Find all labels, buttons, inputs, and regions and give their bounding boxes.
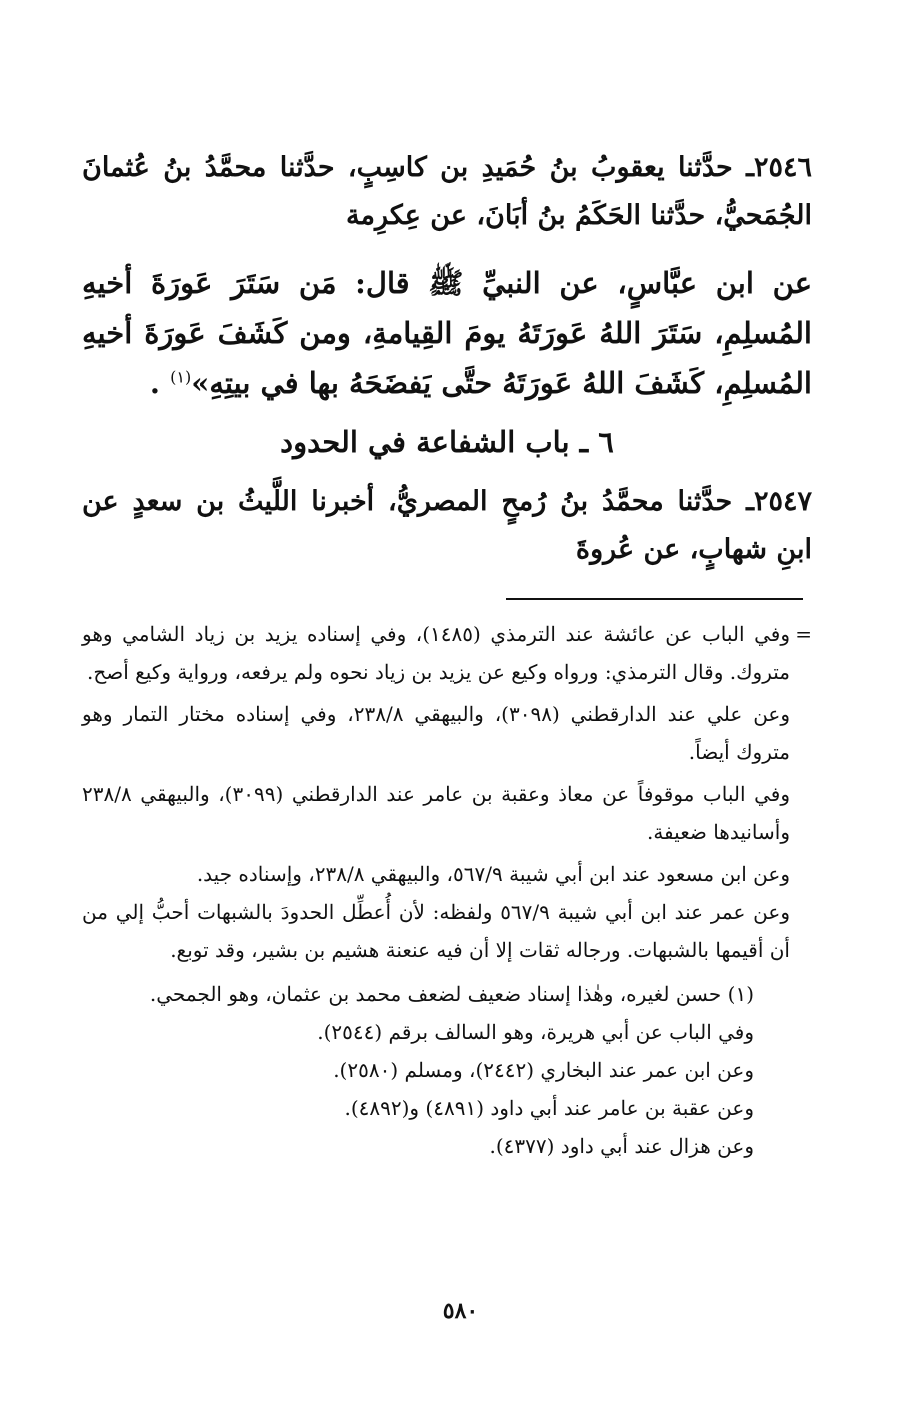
footnote-1-line-3: وعن ابن عمر عند البخاري (٢٤٤٢)، ومسلم (٢٥٨٠).: [333, 1058, 754, 1082]
footnote-reference: (١): [170, 367, 192, 387]
hadith-2547-line2: شهابٍ، عن عُروةَ: [575, 534, 768, 565]
hadith-2546-isnad: [82, 144, 812, 240]
footnotes: [82, 615, 812, 1165]
hadith-2546-end: .: [149, 366, 171, 400]
hadith-2546-matn-text: عن ابن عبَّاسٍ، عن النبيِّ ﷺ قال: مَن سَتَرَ عَورَةَ أخيهِ المُسلِمِ، سَتَرَ اللهُ عَورَتَهُ يومَ القِيامةِ، ومن كَشَفَ عَورَةَ أخيهِ المُسلِمِ، كَشَفَ اللهُ عَورَتَهُ حتَّى يَفضَحَهُ بها في بيتِهِ»: [82, 266, 812, 400]
hadith-2546-matn: [82, 258, 812, 408]
continuation-mark: =: [795, 622, 812, 646]
note-paragraph-3: وفي الباب موقوفاً عن معاذ وعقبة بن عامر عند الدارقطني (٣٠٩٩)، والبيهقي ٢٣٨/٨ وأسانيدها ضعيفة.: [82, 782, 790, 844]
note-paragraph-1: [82, 615, 812, 691]
note-paragraph-4: وعن ابن مسعود عند ابن أبي شيبة ٥٦٧/٩، والبيهقي ٢٣٨/٨، وإسناده جيد.: [196, 862, 790, 886]
footnote-separator: [506, 598, 803, 600]
footnote-1-line-4: وعن عقبة بن عامر عند أبي داود (٤٨٩١) و(٤٨٩٢).: [344, 1096, 754, 1120]
footnote-1-line-1: (١) حسن لغيره، وهٰذا إسناد ضعيف لضعف محمد بن عثمان، وهو الجمحي.: [149, 982, 754, 1006]
hadith-2546-line1: ٢٥٤٦ـ حدَّثنا يعقوبُ بنُ حُمَيدِ بن كاسِبٍ، حدَّثنا محمَّدُ بنُ عُثمانَ: [82, 152, 812, 183]
footnote-1: [82, 975, 812, 1165]
chapter-heading: ٦ ـ باب الشفاعة في الحدود: [280, 425, 614, 459]
note-paragraph-1-text: وفي الباب عن عائشة عند الترمذي (١٤٨٥)، وفي إسناده يزيد بن زياد الشامي وهو متروك. وقال الترمذي: ورواه وكيع عن يزيد بن زياد نحوه ولم يرفعه، ورواية وكيع أصح.: [82, 622, 791, 684]
hadith-2547-isnad: [82, 478, 812, 574]
hadith-2546-line2: الجُمَحيُّ، حدَّثنا الحَكَمُ بنُ أبَانَ، عن عِكرِمة: [346, 200, 812, 231]
main-text: [82, 144, 812, 574]
footnote-1-line-2: وفي الباب عن أبي هريرة، وهو السالف برقم (٢٥٤٤).: [317, 1020, 754, 1044]
page-number: ٥٨٠: [442, 1298, 479, 1324]
footnote-1-line-5: وعن هزال عند أبي داود (٤٣٧٧).: [489, 1134, 754, 1158]
note-paragraph-2: وعن علي عند الدارقطني (٣٠٩٨)، والبيهقي ٢٣٨/٨، وفي إسناده مختار التمار وهو متروك أيضاً.: [82, 702, 791, 764]
hadith-2547-line1: ٢٥٤٧ـ حدَّثنا محمَّدُ بنُ رُمحٍ المصريُّ، أخبرنا اللَّيثُ بن سعدٍ عن ابنِ: [82, 486, 812, 565]
note-paragraph-5: وعن عمر عند ابن أبي شيبة ٥٦٧/٩ ولفظه: لأن أُعطِّل الحدودَ بالشبهات أحبُّ إلي من أن أقيمها بالشبهات. ورجاله ثقات إلا أن فيه عنعنة هشيم بن بشير، وقد توبع.: [82, 900, 790, 962]
